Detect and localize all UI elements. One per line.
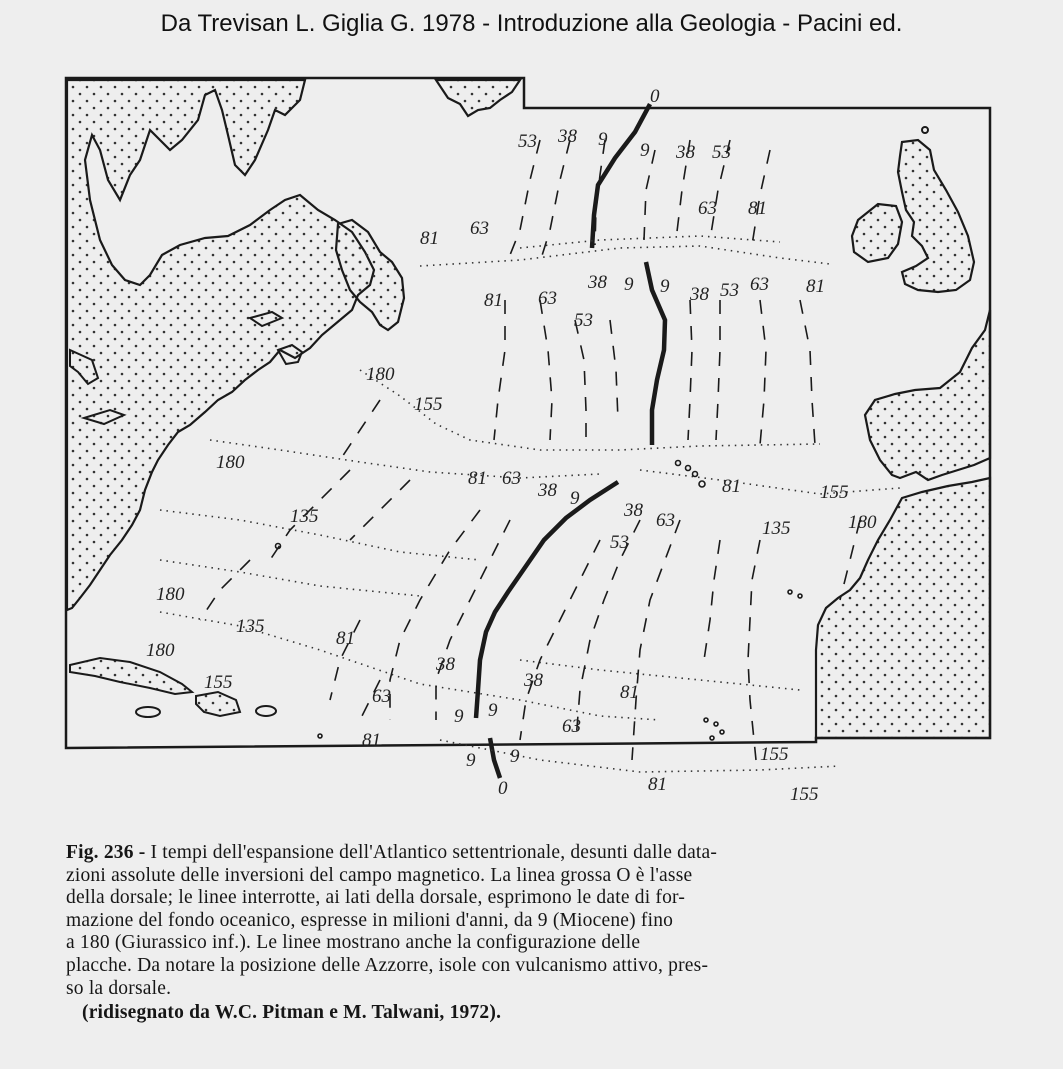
isochron-label: 63 [470,218,489,239]
isochron-label: 81 [748,198,767,219]
caption-line: zioni assolute delle inversioni del campo magnetico. La linea grossa O è l'asse [66,864,693,886]
isochron-label: 0 [498,778,508,799]
great-britain [898,140,974,292]
isochron-label: 155 [820,482,849,503]
isochron-label: 81 [806,276,825,297]
azores-islands [276,461,803,741]
isochron-label: 9 [640,140,650,161]
figure-caption [66,842,986,1025]
isochron-label: 9 [510,746,520,767]
isochron-label: 9 [488,700,498,721]
caption-line: a 180 (Giurassico inf.). Le linee mostrano anche la configurazione delle [66,932,641,954]
isochron-label: 53 [610,532,629,553]
isochron-label: 81 [420,228,439,249]
greenland-tip [436,80,520,116]
isochron-label: 9 [454,706,464,727]
isochron-label: 155 [414,394,443,415]
puerto-rico [256,706,276,716]
isochron-label: 81 [468,468,487,489]
caption-line: della dorsale; le linee interrotte, ai lati della dorsale, esprimono le date di for- [66,887,686,909]
source-header: Da Trevisan L. Giglia G. 1978 - Introduzione alla Geologia - Pacini ed. [160,10,903,37]
shetland [922,127,928,133]
iberia [865,310,990,480]
labels-south [146,452,877,805]
isochron-label: 38 [624,500,643,521]
caption-text: I tempi dell'espansione dell'Atlantico settentrionale, desunti dalle data- [150,842,718,863]
isochron-label: 0 [650,86,660,107]
isochron-label: 135 [236,616,265,637]
isochron-label: 38 [436,654,455,675]
isochron-label: 63 [750,274,769,295]
jamaica [136,707,160,717]
isochron-label: 180 [366,364,395,385]
isochron-label: 38 [524,670,543,691]
isochron-label: 9 [570,488,580,509]
isochron-label: 63 [538,288,557,309]
caption-line: so la dorsale. [66,977,172,999]
isochron-label: 155 [204,672,233,693]
isochron-label: 63 [698,198,717,219]
isochron-label: 180 [848,512,877,533]
caption-credit: (ridisegnato da W.C. Pitman e M. Talwani, 1972). [82,1002,502,1024]
ridge-axis-north [592,104,650,248]
ireland [852,204,902,262]
isochron-label: 81 [484,290,503,311]
isochron-label: 81 [648,774,667,795]
isochron-label: 63 [656,510,675,531]
isochron-label: 38 [690,284,709,305]
isochron-label: 38 [538,480,557,501]
isochron-label: 81 [620,682,639,703]
isochron-label: 63 [502,468,521,489]
isochron-label: 63 [562,716,581,737]
isochron-label: 9 [598,129,608,150]
isochron-label: 180 [146,640,175,661]
cuba [70,658,192,694]
isochron-label: 81 [362,730,381,751]
isochron-label: 155 [790,784,819,805]
isochron-label: 9 [466,750,476,771]
isochron-label: 81 [336,628,355,649]
ridge-axis-south [476,482,618,718]
isochron-label: 135 [290,506,319,527]
isochron-label: 53 [712,142,731,163]
caption-line: mazione del fondo oceanico, espresse in milioni d'anni, da 9 (Miocene) fino [66,909,674,931]
labels-middle [366,272,825,415]
hispaniola [196,692,240,716]
isochron-label: 63 [372,686,391,707]
isochron-label: 38 [558,126,577,147]
africa [816,478,990,738]
isochron-label: 53 [720,280,739,301]
isochron-label: 180 [216,452,245,473]
caption-line [66,842,986,865]
caption-line: placche. Da notare la posizione delle Azzorre, isole con vulcanismo attivo, pres- [66,954,709,976]
isochron-label: 38 [588,272,607,293]
isochron-label: 38 [676,142,695,163]
isochron-label: 180 [156,584,185,605]
isochron-label: 53 [574,310,593,331]
isochron-label: 135 [762,518,791,539]
north-america-land [67,80,374,610]
isochron-label: 9 [624,274,634,295]
isochron-label: 155 [760,744,789,765]
isochron-label: 9 [660,276,670,297]
isochron-label: 81 [722,476,741,497]
isochron-label: 53 [518,131,537,152]
figure-number: Fig. 236 - [66,842,146,863]
